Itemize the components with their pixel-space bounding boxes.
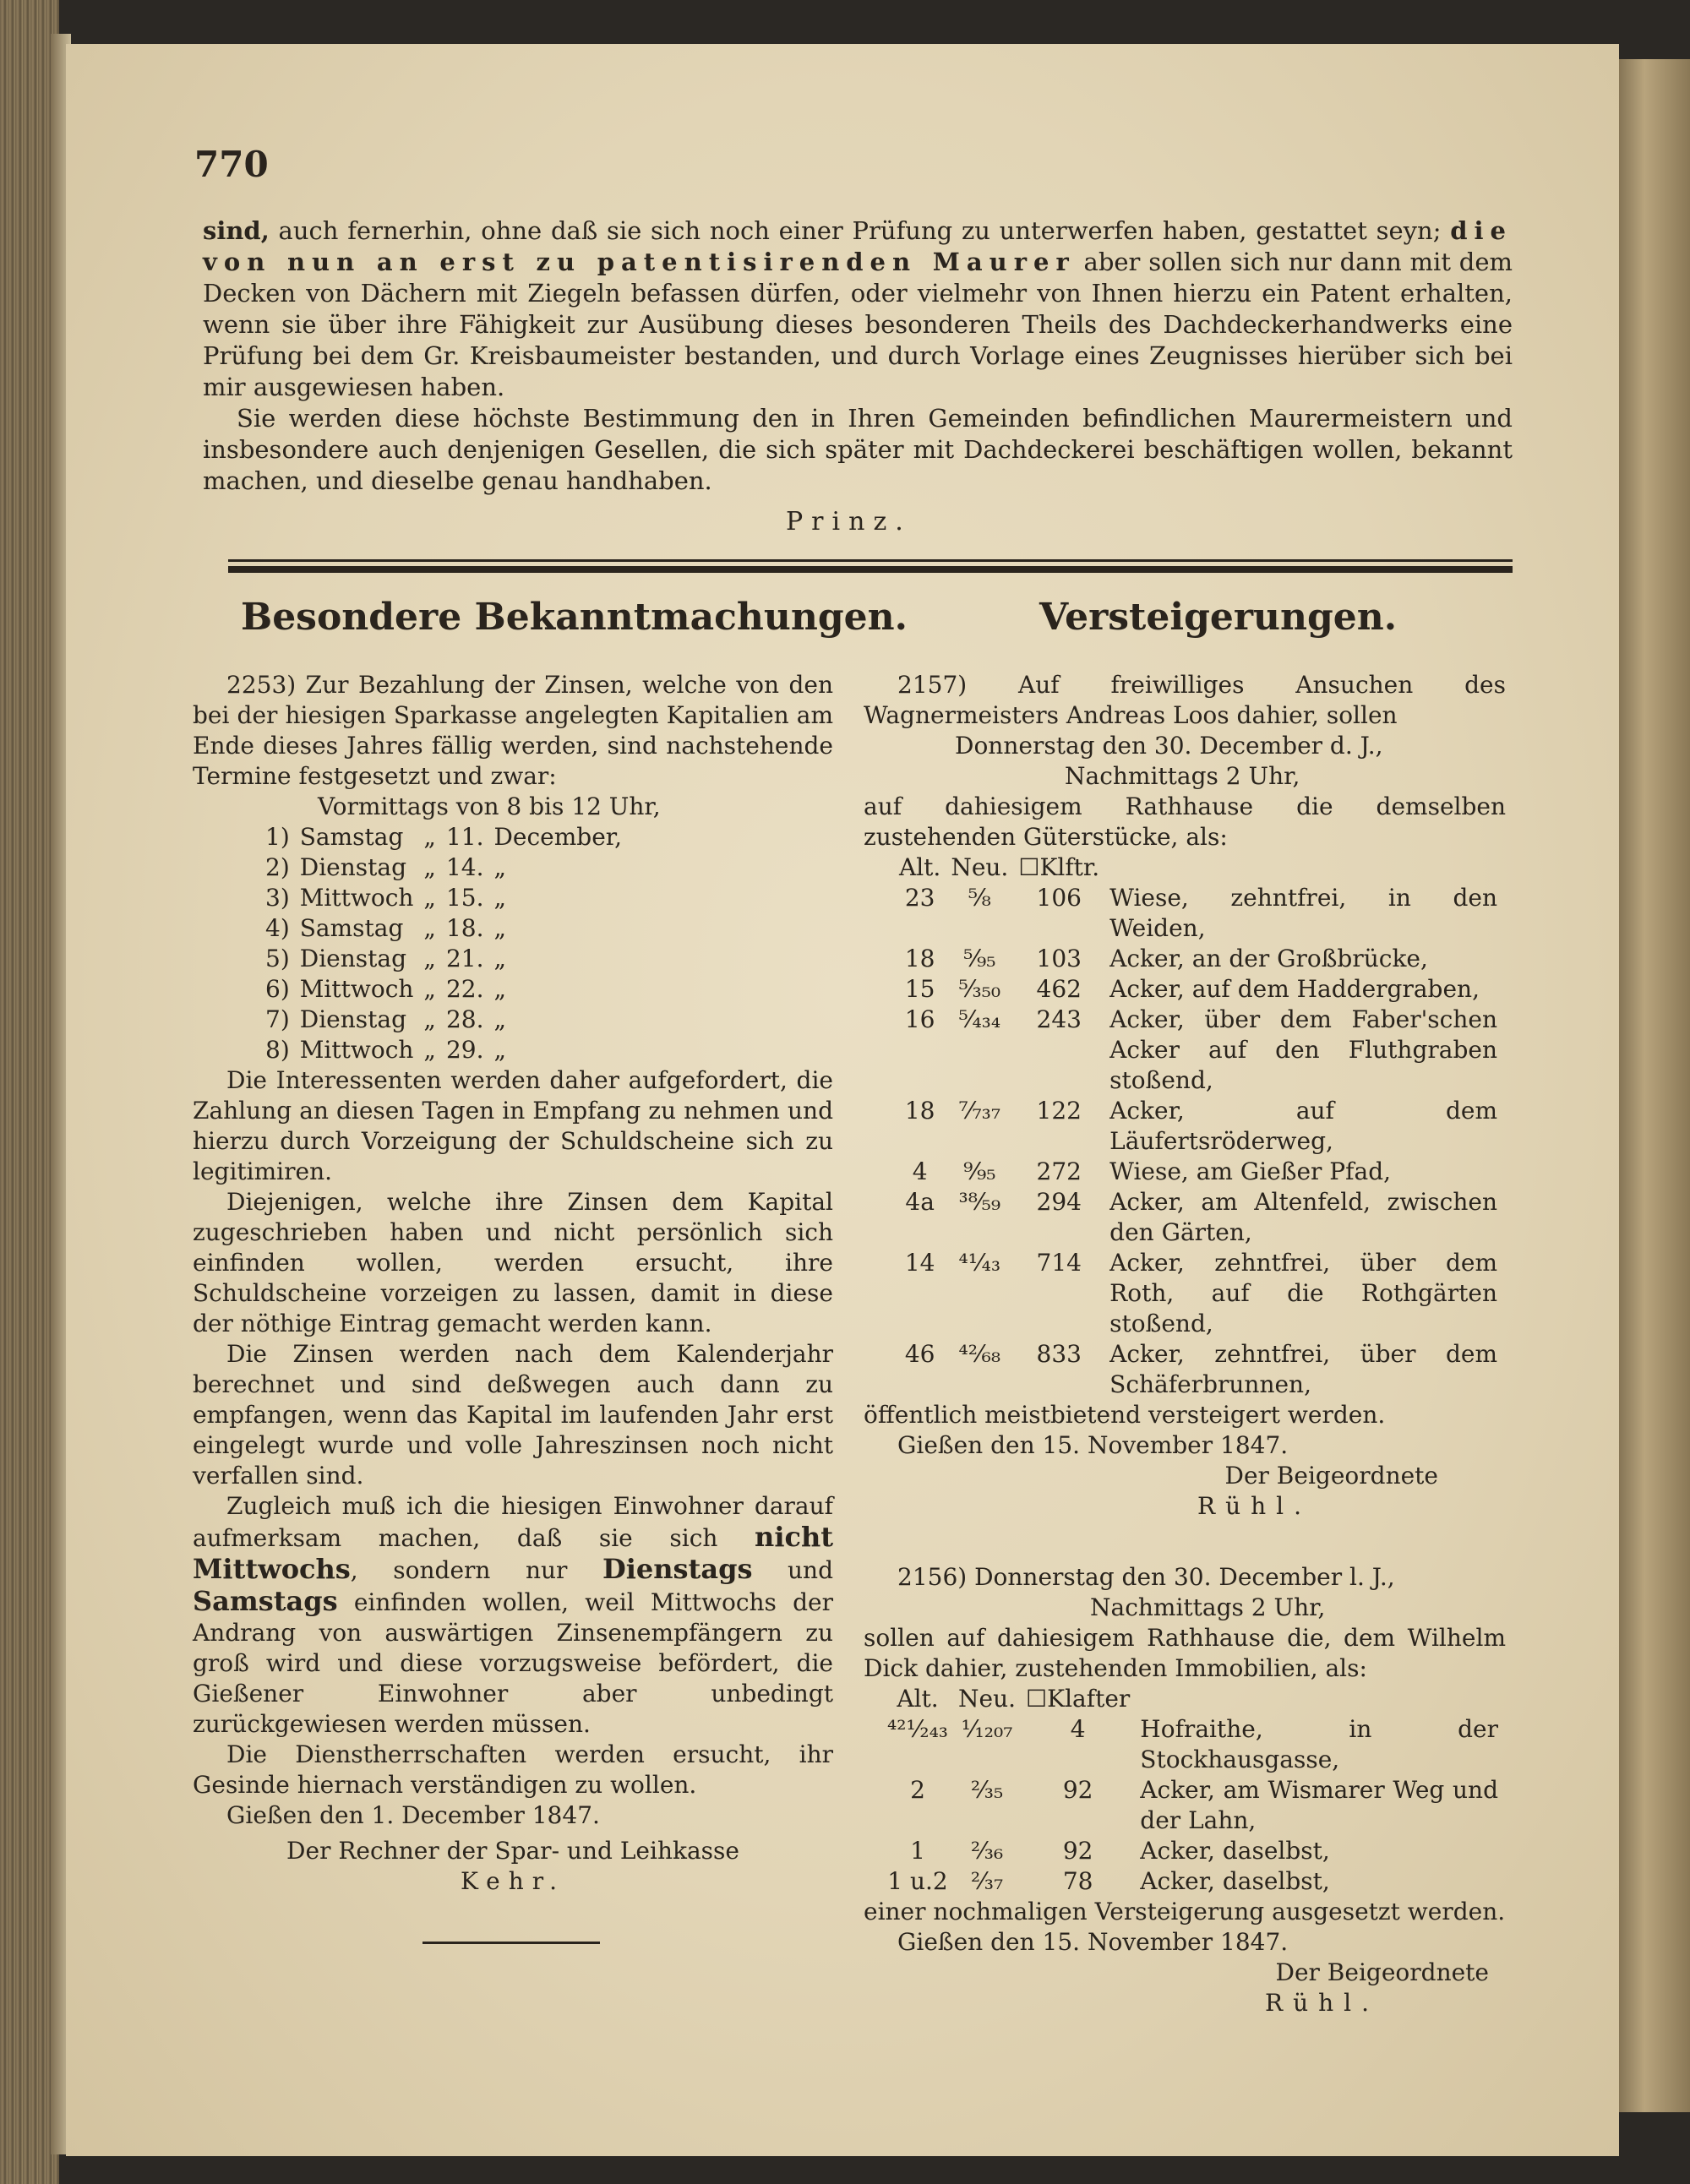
parcel-neu: ⁵⁄₉₅: [963, 945, 996, 972]
intro-spaced-2: von nun an erst zu patentisirenden Maurer: [203, 248, 1076, 276]
parcel-klafter: 4: [1070, 1715, 1086, 1743]
date-month: December,: [493, 823, 622, 851]
date-number: 6): [265, 975, 290, 1003]
auction1-table: [894, 852, 1502, 1400]
intro-paragraph-1: [203, 215, 1513, 403]
table-row: [894, 1248, 1502, 1339]
intro-bold-start: sind,: [203, 216, 270, 245]
p4-emph-1: nicht Mittwochs: [193, 1521, 833, 1585]
date-weekday: Samstag: [299, 823, 404, 851]
left-paragraph-3: Die Zinsen werden nach dem Kalenderjahr berechnet und sind deßwegen auch dann zu empfangen, wenn das Kapital im laufenden Jahr erst eingelegt wurde und volle Jahreszinsen noch nicht verfallen sind.: [193, 1340, 833, 1490]
intro-spaced-1: die: [1450, 216, 1513, 245]
p4-part-g: einfinden wollen, weil Mittwochs der Andrang von auswärtigen Zinsenempfängern zu groß wird und diese vorzugsweise befördert, die Gießener Einwohner aber unbedingt zurückgewiesen werden müssen.: [193, 1588, 833, 1738]
date-number: 5): [265, 945, 290, 972]
table-row: [894, 1005, 1502, 1096]
parcel-neu: ¹⁄₁₂₀₇: [961, 1715, 1013, 1743]
date-day: 18.: [445, 914, 484, 942]
divider-thick: [228, 566, 1513, 573]
col-header-alt: Alt.: [897, 1685, 939, 1713]
date-ditto: „: [423, 884, 436, 912]
parcel-neu: ³⁸⁄₅₉: [958, 1188, 1001, 1216]
intro-signature: Prinz.: [786, 507, 912, 536]
table-header: [882, 1684, 1503, 1714]
parcel-description: Acker, am Altenfeld, zwischen den Gärten,: [1109, 1188, 1497, 1246]
date-weekday: Mittwoch: [299, 1036, 414, 1064]
date-weekday: Dienstag: [299, 1005, 406, 1033]
auction1-sig-title: Der Beigeordnete: [1224, 1462, 1438, 1490]
divider-thin: [228, 559, 1513, 562]
date-month: „: [493, 884, 506, 912]
auction1-time: Nachmittags 2 Uhr,: [1065, 762, 1300, 790]
auction2-place: sollen auf dahiesigem Rathhause die, dem Wilhelm Dick dahier, zustehenden Immobilien, als:: [864, 1624, 1506, 1682]
parcel-description: Acker, daselbst,: [1140, 1867, 1330, 1895]
table-row: [894, 883, 1502, 944]
p4-part-a: Zugleich muß ich die hiesigen Einwohner darauf aufmerksam machen, daß sie sich: [193, 1492, 833, 1552]
table-row: [894, 974, 1502, 1005]
table-row: [894, 1339, 1502, 1400]
p4-part-c: , sondern nur: [350, 1556, 602, 1584]
parcel-neu: ⁵⁄₄₃₄: [958, 1005, 1001, 1033]
parcel-klafter: 294: [1036, 1188, 1082, 1216]
date-number: 7): [265, 1005, 290, 1033]
date-month: „: [493, 1036, 506, 1064]
left-paragraph-5: Die Dienstherrschaften werden ersucht, ihr Gesinde hiernach verständigen zu wollen.: [193, 1740, 833, 1799]
right-column-heading: Versteigerungen.: [1039, 596, 1398, 639]
intro-text-1: auch fernerhin, ohne daß sie sich noch einer Prüfung zu unterwerfen haben, gestattet seyn;: [269, 216, 1451, 245]
parcel-neu: ⁷⁄₇₃₇: [958, 1097, 1001, 1125]
parcel-alt: 15: [904, 975, 935, 1003]
parcel-alt: 1: [910, 1837, 925, 1865]
date-number: 1): [265, 823, 290, 851]
date-number: 8): [265, 1036, 290, 1064]
date-month: „: [493, 914, 506, 942]
date-ditto: „: [423, 945, 436, 972]
p4-part-e: und: [752, 1556, 833, 1584]
col-header-klafter: ☐Klafter: [1026, 1685, 1131, 1713]
parcel-description: Acker, auf dem Läufertsröderweg,: [1109, 1097, 1497, 1155]
date-month: „: [493, 853, 506, 881]
parcel-alt: 2: [910, 1776, 925, 1804]
date-ditto: „: [423, 1005, 436, 1033]
date-ditto: „: [423, 823, 436, 851]
date-row: [260, 1005, 627, 1035]
parcel-alt: 4a: [905, 1188, 935, 1216]
parcel-alt: 4: [912, 1157, 928, 1185]
col-header-blank: [1135, 1684, 1503, 1714]
date-month: „: [493, 945, 506, 972]
parcel-description: Acker, am Wismarer Weg und der Lahn,: [1140, 1776, 1498, 1834]
parcel-description: Acker, an der Großbrücke,: [1109, 945, 1428, 972]
parcel-klafter: 78: [1062, 1867, 1093, 1895]
table-row: [882, 1714, 1503, 1775]
date-day: 14.: [445, 853, 484, 881]
auction2-intro: 2156) Donnerstag den 30. December l. J.,: [897, 1563, 1395, 1591]
intro-text: [203, 215, 1513, 497]
date-ditto: „: [423, 1036, 436, 1064]
date-weekday: Mittwoch: [299, 884, 414, 912]
auction2-end: einer nochmaligen Versteigerung ausgesetzt werden.: [864, 1898, 1506, 1925]
parcel-neu: ²⁄₃₆: [970, 1837, 1004, 1865]
auction1-date: Donnerstag den 30. December d. J.,: [955, 732, 1383, 760]
parcel-klafter: 243: [1036, 1005, 1082, 1033]
parcel-description: Acker, auf dem Haddergraben,: [1109, 975, 1480, 1003]
left-column-heading: Besondere Bekanntmachungen.: [241, 596, 908, 639]
col-header-neu: Neu.: [951, 853, 1009, 881]
parcel-klafter: 92: [1062, 1837, 1093, 1865]
parcel-description: Hofraithe, in der Stockhausgasse,: [1140, 1715, 1498, 1773]
auction2-time: Nachmittags 2 Uhr,: [1090, 1593, 1326, 1621]
auction2-table: [882, 1684, 1503, 1897]
date-number: 2): [265, 853, 290, 881]
parcel-description: Acker, über dem Faber'schen Acker auf den Fluthgraben stoßend,: [1109, 1005, 1497, 1094]
parcel-neu: ⁴²⁄₆₈: [958, 1340, 1001, 1368]
parcel-alt: ⁴²¹⁄₂₄₃: [887, 1715, 949, 1743]
left-paragraph-4: [193, 1491, 833, 1740]
parcel-neu: ⁹⁄₉₅: [963, 1157, 996, 1185]
col-header-blank: [1104, 852, 1502, 883]
date-weekday: Dienstag: [299, 853, 406, 881]
auction1-sig-name: Rühl.: [1197, 1492, 1311, 1520]
parcel-neu: ⁵⁄₃₅₀: [958, 975, 1001, 1003]
parcel-klafter: 714: [1036, 1249, 1082, 1277]
opposite-page-edge: [1614, 59, 1690, 2112]
parcel-neu: ²⁄₃₅: [970, 1776, 1004, 1804]
date-day: 15.: [445, 884, 484, 912]
left-place-date: Gießen den 1. December 1847.: [226, 1801, 600, 1829]
date-row: [260, 822, 627, 852]
intro-paragraph-2: Sie werden diese höchste Bestimmung den in Ihren Gemeinden befindlichen Maurermeistern und insbesondere auch denjenigen Gesellen, die sich später mit Dachdeckerei beschäftigen wollen, bekannt machen, und dieselbe genau handhaben.: [203, 404, 1513, 495]
right-column: [864, 670, 1506, 2018]
auction2-sig-name: Rühl.: [1264, 1989, 1379, 2017]
p4-emph-3: Samstags: [193, 1585, 338, 1617]
intro-text-2: aber sollen sich nur dann mit dem Decken von Dächern mit Ziegeln befassen dürfen, oder vielmehr von Ihnen hierzu ein Patent erhalten, wenn sie über ihre Fähigkeit zur Ausübung dieses besonderen Theils des Dachdeckerhandwerks eine Prüfung bei dem Gr. Kreisbaumeister bestanden, und durch Vorlage eines Zeugnisses hierüber sich bei mir ausgewiesen haben.: [203, 248, 1513, 401]
col-header-klafter: ☐Klftr.: [1018, 853, 1100, 881]
parcel-klafter: 92: [1062, 1776, 1093, 1804]
parcel-neu: ⁵⁄₈: [968, 884, 991, 912]
parcel-alt: 16: [904, 1005, 935, 1033]
parcel-klafter: 122: [1036, 1097, 1082, 1125]
parcel-klafter: 272: [1036, 1157, 1082, 1185]
page-number: 770: [194, 144, 269, 185]
left-paragraph-2: Diejenigen, welche ihre Zinsen dem Kapital zugeschrieben haben und nicht persönlich sich einfinden wollen, werden ersucht, ihre Schuldscheine vorzeigen zu lassen, damit in diese der nöthige Eintrag gemacht werden kann.: [193, 1188, 833, 1337]
col-header-alt: Alt.: [899, 853, 941, 881]
left-end-rule: [422, 1942, 600, 1944]
parcel-alt: 1 u.2: [887, 1867, 948, 1895]
parcel-klafter: 833: [1036, 1340, 1082, 1368]
table-header: [894, 852, 1502, 883]
date-day: 29.: [445, 1036, 484, 1064]
date-row: [260, 883, 627, 913]
table-row: [894, 944, 1502, 974]
date-number: 3): [265, 884, 290, 912]
date-weekday: Dienstag: [299, 945, 406, 972]
parcel-description: Acker, daselbst,: [1140, 1837, 1330, 1865]
parcel-neu: ²⁄₃₇: [970, 1867, 1004, 1895]
date-day: 28.: [445, 1005, 484, 1033]
parcel-description: Acker, zehntfrei, über dem Schäferbrunnen,: [1109, 1340, 1497, 1398]
parcel-klafter: 106: [1036, 884, 1082, 912]
date-month: „: [493, 975, 506, 1003]
left-signature-name: Kehr.: [461, 1867, 565, 1895]
date-day: 22.: [445, 975, 484, 1003]
parcel-description: Wiese, zehntfrei, in den Weiden,: [1109, 884, 1497, 942]
table-row: [894, 1096, 1502, 1157]
parcel-alt: 18: [904, 945, 935, 972]
date-ditto: „: [423, 853, 436, 881]
parcel-neu: ⁴¹⁄₄₃: [958, 1249, 1001, 1277]
parcel-alt: 46: [904, 1340, 935, 1368]
left-signature-title: Der Rechner der Spar- und Leihkasse: [286, 1837, 739, 1865]
col-header-neu: Neu.: [958, 1685, 1017, 1713]
date-day: 21.: [445, 945, 484, 972]
parcel-klafter: 103: [1036, 945, 1082, 972]
date-row: [260, 944, 627, 974]
auction1-end: öffentlich meistbietend versteigert werden.: [864, 1401, 1386, 1429]
date-row: [260, 913, 627, 944]
table-row: [894, 1157, 1502, 1187]
auction1-place: auf dahiesigem Rathhause die demselben zustehenden Güterstücke, als:: [864, 792, 1506, 851]
parcel-klafter: 462: [1036, 975, 1082, 1003]
left-column: [193, 670, 833, 1897]
p4-emph-2: Dienstags: [602, 1553, 753, 1585]
auction1-intro: 2157) Auf freiwilliges Ansuchen des Wagnermeisters Andreas Loos dahier, sollen: [864, 671, 1506, 729]
parcel-alt: 18: [904, 1097, 935, 1125]
date-weekday: Mittwoch: [299, 975, 414, 1003]
parcel-alt: 23: [904, 884, 935, 912]
parcel-alt: 14: [904, 1249, 935, 1277]
left-time: Vormittags von 8 bis 12 Uhr,: [318, 792, 661, 820]
table-row: [894, 1187, 1502, 1248]
date-number: 4): [265, 914, 290, 942]
dates-table: [260, 822, 627, 1065]
date-month: „: [493, 1005, 506, 1033]
parcel-description: Wiese, am Gießer Pfad,: [1109, 1157, 1392, 1185]
table-row: [882, 1836, 1503, 1866]
left-intro: 2253) Zur Bezahlung der Zinsen, welche von den bei der hiesigen Sparkasse angelegten Kapitalien am Ende dieses Jahres fällig werden, sind nachstehende Termine festgesetzt und zwar:: [193, 671, 833, 790]
table-row: [882, 1866, 1503, 1897]
date-day: 11.: [445, 823, 484, 851]
date-row: [260, 974, 627, 1005]
auction2-sig-title: Der Beigeordnete: [1275, 1958, 1489, 1986]
date-ditto: „: [423, 975, 436, 1003]
auction2-place-date: Gießen den 15. November 1847.: [897, 1928, 1289, 1956]
date-row: [260, 1035, 627, 1065]
date-row: [260, 852, 627, 883]
date-ditto: „: [423, 914, 436, 942]
table-row: [882, 1775, 1503, 1836]
auction1-place-date: Gießen den 15. November 1847.: [897, 1431, 1289, 1459]
date-weekday: Samstag: [299, 914, 404, 942]
parcel-description: Acker, zehntfrei, über dem Roth, auf die Rothgärten stoßend,: [1109, 1249, 1497, 1337]
left-paragraph-1: Die Interessenten werden daher aufgefordert, die Zahlung an diesen Tagen in Empfang zu nehmen und hierzu durch Vorzeigung der Schuldscheine sich zu legitimiren.: [193, 1066, 833, 1185]
